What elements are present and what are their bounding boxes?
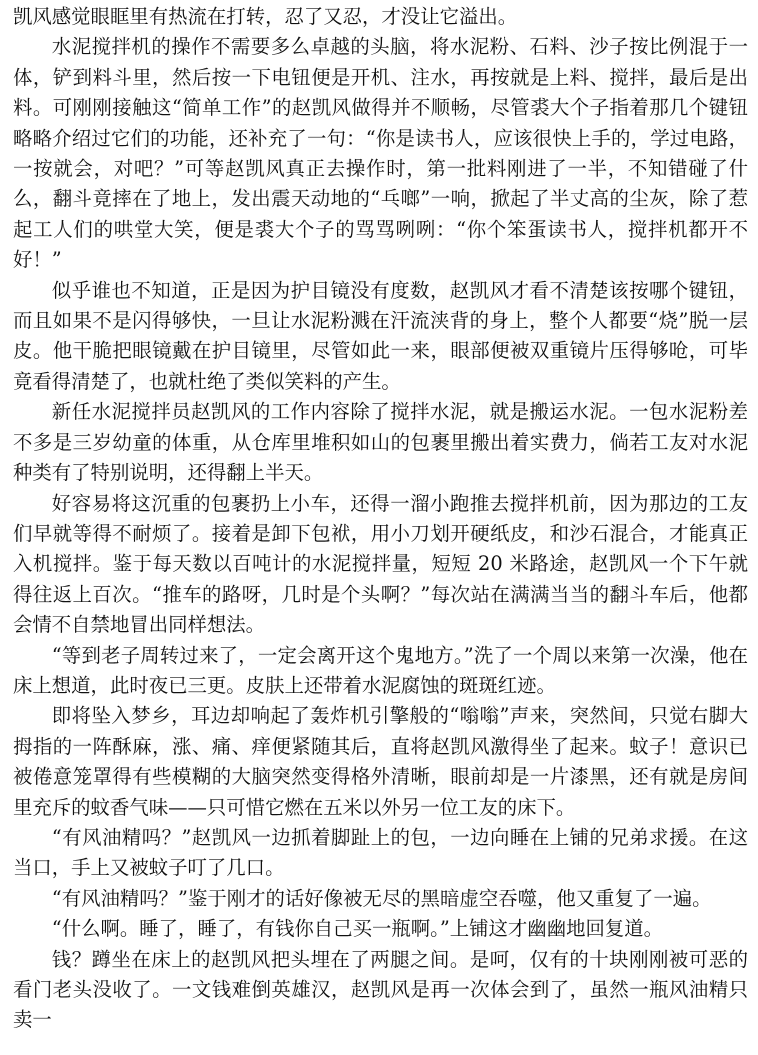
paragraph-11: 钱？蹲坐在床上的赵凯风把头埋在了两腿之间。是呵，仅有的十块刚刚被可恶的看门老头没收了。一文钱难倒英雄汉，赵凯风是再一次体会到了，虽然一瓶风油精只卖一 (13, 947, 748, 1032)
paragraph-2: 水泥搅拌机的操作不需要多么卓越的头脑，将水泥粉、石料、沙子按比例混于一体，铲到料斗里，然后按一下电钮便是开机、注水，再按就是上料、搅拌，最后是出料。可刚刚接触这“简单工作”的赵凯风做得并不顺畅，尽管裘大个子指着那几个键钮略略介绍过它们的功能，还补充了一句：“你是读书人，应该很快上手的，学过电路，一按就会，对吧？”可等赵凯风真正去操作时，第一批料刚进了一半，不知错碰了什么，翻斗竟摔在了地上，发出震天动地的“乓啷”一响，掀起了半丈高的尘灰，除了惹起工人们的哄堂大笑，便是裘大个子的骂骂咧咧：“你个笨蛋读书人，搅拌机都开不好！” (13, 35, 748, 272)
paragraph-9: “有风油精吗？”鉴于刚才的话好像被无尽的黑暗虚空吞噬，他又重复了一遍。 (51, 886, 712, 910)
document-page (13, 2, 748, 1036)
paragraph-8: “有风油精吗？”赵凯风一边抓着脚趾上的包，一边向睡在上铺的兄弟求援。在这当口，手上又被蚊子叮了几口。 (13, 825, 748, 880)
paragraph-7: 即将坠入梦乡，耳边却响起了轰炸机引擎般的“嗡嗡”声来，突然间，只觉右脚大拇指的一阵酥麻，涨、痛、痒便紧随其后，直将赵凯风激得坐了起来。蚊子！意识已被倦意笼罩得有些模糊的大脑突然变得格外清晰，眼前却是一片漆黑，还有就是房间里充斥的蚊香气味——只可惜它燃在五米以外另一位工友的床下。 (13, 704, 748, 819)
paragraph-5: 好容易将这沉重的包裹扔上小车，还得一溜小跑推去搅拌机前，因为那边的工友们早就等得不耐烦了。接着是卸下包袱，用小刀划开硬纸皮，和沙石混合，才能真正入机搅拌。鉴于每天数以百吨计的水泥搅拌量，短短 20 米路途，赵凯风一个下午就得往返上百次。“推车的路呀，几时是个头啊？”每次站在满满当当的翻斗车后，他都会情不自禁地冒出同样想法。 (13, 491, 748, 637)
paragraph-6: “等到老子周转过来了，一定会离开这个鬼地方。”洗了一个周以来第一次澡，他在床上想道，此时夜已三更。皮肤上还带着水泥腐蚀的斑斑红迹。 (13, 643, 748, 697)
paragraph-4: 新任水泥搅拌员赵凯风的工作内容除了搅拌水泥，就是搬运水泥。一包水泥粉差不多是三岁幼童的体重，从仓库里堆积如山的包裹里搬出着实费力，倘若工友对水泥种类有了特别说明，还得翻上半天。 (13, 400, 748, 485)
paragraph-1: 凯风感觉眼眶里有热流在打转，忍了又忍，才没让它溢出。 (13, 5, 518, 28)
paragraph-10: “什么啊。睡了，睡了，有钱你自己买一瓶啊。”上铺这才幽幽地回复道。 (51, 917, 664, 941)
paragraph-3: 似乎谁也不知道，正是因为护目镜没有度数，赵凯风才看不清楚该按哪个键钮，而且如果不是闪得够快，一旦让水泥粉溅在汗流浃背的身上，整个人都要“烧”脱一层皮。他干脆把眼镜戴在护目镜里，尽管如此一来，眼部便被双重镜片压得够呛，可毕竟看得清楚了，也就杜绝了类似笑料的产生。 (13, 278, 748, 393)
